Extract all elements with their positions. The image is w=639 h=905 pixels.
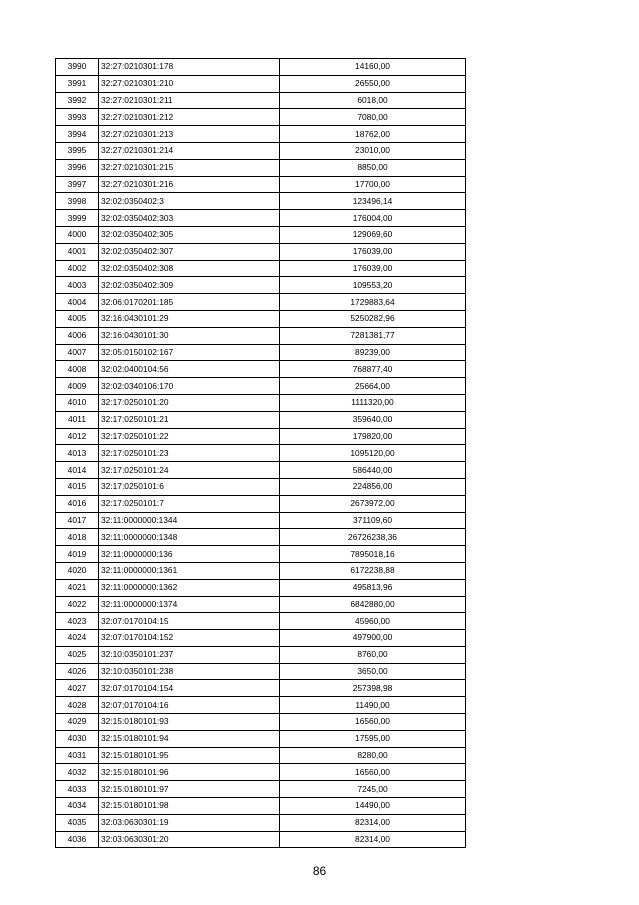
table-row xyxy=(56,92,466,109)
cadastral-value-cell: 8850,00 xyxy=(280,159,466,176)
cadastral-value-cell: 17595,00 xyxy=(280,730,466,747)
table-row xyxy=(56,428,466,445)
table-row xyxy=(56,798,466,815)
cadastral-value-cell: 257398,98 xyxy=(280,680,466,697)
cadastral-value-cell: 129069,60 xyxy=(280,226,466,243)
cadastral-number-cell: 32:11:0000000:1344 xyxy=(99,512,280,529)
table-body xyxy=(56,59,466,848)
table-row xyxy=(56,327,466,344)
table-row xyxy=(56,75,466,92)
cadastral-value-cell: 179820,00 xyxy=(280,428,466,445)
cadastral-number-cell: 32:11:0000000:1374 xyxy=(99,596,280,613)
cadastral-number-cell: 32:05:0150102:167 xyxy=(99,344,280,361)
cadastral-value-cell: 2673972,00 xyxy=(280,495,466,512)
row-number-cell: 4020 xyxy=(56,562,99,579)
cadastral-value-cell: 768877,40 xyxy=(280,361,466,378)
page-number: 86 xyxy=(312,864,327,878)
cadastral-number-cell: 32:11:0000000:1361 xyxy=(99,562,280,579)
row-number-cell: 4012 xyxy=(56,428,99,445)
cadastral-value-cell: 176004,00 xyxy=(280,210,466,227)
cadastral-number-cell: 32:02:0400104:56 xyxy=(99,361,280,378)
table-row xyxy=(56,512,466,529)
table-row xyxy=(56,193,466,210)
cadastral-value-cell: 25664,00 xyxy=(280,378,466,395)
table-row xyxy=(56,394,466,411)
cadastral-number-cell: 32:27:0210301:213 xyxy=(99,126,280,143)
table-row xyxy=(56,663,466,680)
table-row xyxy=(56,478,466,495)
cadastral-value-cell: 82314,00 xyxy=(280,814,466,831)
row-number-cell: 3991 xyxy=(56,75,99,92)
cadastral-value-cell: 7895018,16 xyxy=(280,546,466,563)
table-row xyxy=(56,814,466,831)
row-number-cell: 4018 xyxy=(56,529,99,546)
row-number-cell: 4015 xyxy=(56,478,99,495)
cadastral-number-cell: 32:02:0350402:305 xyxy=(99,226,280,243)
cadastral-number-cell: 32:02:0350402:308 xyxy=(99,260,280,277)
cadastral-value-cell: 6018,00 xyxy=(280,92,466,109)
cadastral-value-cell: 371109,60 xyxy=(280,512,466,529)
table-row xyxy=(56,646,466,663)
table-row xyxy=(56,781,466,798)
cadastral-number-cell: 32:11:0000000:1348 xyxy=(99,529,280,546)
cadastral-number-cell: 32:27:0210301:215 xyxy=(99,159,280,176)
row-number-cell: 3998 xyxy=(56,193,99,210)
table-row xyxy=(56,714,466,731)
cadastral-value-cell: 1095120,00 xyxy=(280,445,466,462)
cadastral-value-cell: 26550,00 xyxy=(280,75,466,92)
cadastral-value-cell: 7245,00 xyxy=(280,781,466,798)
cadastral-number-cell: 32:27:0210301:210 xyxy=(99,75,280,92)
table-row xyxy=(56,159,466,176)
row-number-cell: 4003 xyxy=(56,277,99,294)
cadastral-number-cell: 32:17:0250101:6 xyxy=(99,478,280,495)
cadastral-value-cell: 8760,00 xyxy=(280,646,466,663)
cadastral-number-cell: 32:07:0170104:152 xyxy=(99,630,280,647)
cadastral-number-cell: 32:27:0210301:212 xyxy=(99,109,280,126)
row-number-cell: 4004 xyxy=(56,294,99,311)
row-number-cell: 3992 xyxy=(56,92,99,109)
row-number-cell: 4030 xyxy=(56,730,99,747)
row-number-cell: 4007 xyxy=(56,344,99,361)
cadastral-value-cell: 45960,00 xyxy=(280,613,466,630)
cadastral-number-cell: 32:17:0250101:23 xyxy=(99,445,280,462)
table-row xyxy=(56,226,466,243)
cadastral-number-cell: 32:06:0170201:185 xyxy=(99,294,280,311)
table-row xyxy=(56,680,466,697)
cadastral-value-cell: 11490,00 xyxy=(280,697,466,714)
row-number-cell: 4002 xyxy=(56,260,99,277)
row-number-cell: 4023 xyxy=(56,613,99,630)
table-row xyxy=(56,176,466,193)
row-number-cell: 4027 xyxy=(56,680,99,697)
table-row xyxy=(56,445,466,462)
cadastral-value-cell: 7281381,77 xyxy=(280,327,466,344)
cadastral-number-cell: 32:02:0340106:170 xyxy=(99,378,280,395)
table-row xyxy=(56,142,466,159)
cadastral-number-cell: 32:17:0250101:24 xyxy=(99,462,280,479)
row-number-cell: 4031 xyxy=(56,747,99,764)
cadastral-value-cell: 23010,00 xyxy=(280,142,466,159)
row-number-cell: 4025 xyxy=(56,646,99,663)
cadastral-number-cell: 32:27:0210301:216 xyxy=(99,176,280,193)
table-row xyxy=(56,411,466,428)
cadastral-number-cell: 32:02:0350402:307 xyxy=(99,243,280,260)
cadastral-value-cell: 495813,96 xyxy=(280,579,466,596)
cadastral-value-cell: 3650,00 xyxy=(280,663,466,680)
cadastral-number-cell: 32:10:0350101:238 xyxy=(99,663,280,680)
row-number-cell: 3993 xyxy=(56,109,99,126)
cadastral-value-cell: 17700,00 xyxy=(280,176,466,193)
table-row xyxy=(56,344,466,361)
cadastral-value-cell: 89239,00 xyxy=(280,344,466,361)
cadastral-number-cell: 32:27:0210301:211 xyxy=(99,92,280,109)
table-row xyxy=(56,126,466,143)
row-number-cell: 4034 xyxy=(56,798,99,815)
cadastral-value-cell: 1111320,00 xyxy=(280,394,466,411)
row-number-cell: 4006 xyxy=(56,327,99,344)
table-row xyxy=(56,59,466,76)
cadastral-number-cell: 32:15:0180101:93 xyxy=(99,714,280,731)
row-number-cell: 4029 xyxy=(56,714,99,731)
row-number-cell: 3995 xyxy=(56,142,99,159)
cadastral-number-cell: 32:15:0180101:96 xyxy=(99,764,280,781)
row-number-cell: 4024 xyxy=(56,630,99,647)
row-number-cell: 4014 xyxy=(56,462,99,479)
table-row xyxy=(56,310,466,327)
cadastral-number-cell: 32:17:0250101:20 xyxy=(99,394,280,411)
cadastral-number-cell: 32:10:0350101:237 xyxy=(99,646,280,663)
cadastral-number-cell: 32:02:0350402:309 xyxy=(99,277,280,294)
cadastral-value-cell: 123496,14 xyxy=(280,193,466,210)
cadastral-number-cell: 32:11:0000000:1362 xyxy=(99,579,280,596)
table-row xyxy=(56,630,466,647)
table-row xyxy=(56,697,466,714)
cadastral-number-cell: 32:07:0170104:15 xyxy=(99,613,280,630)
table-row xyxy=(56,260,466,277)
table-row xyxy=(56,294,466,311)
table-row xyxy=(56,529,466,546)
row-number-cell: 4010 xyxy=(56,394,99,411)
row-number-cell: 4017 xyxy=(56,512,99,529)
cadastral-value-cell: 16560,00 xyxy=(280,764,466,781)
cadastral-value-cell: 14490,00 xyxy=(280,798,466,815)
cadastral-number-cell: 32:03:0630301:20 xyxy=(99,831,280,848)
row-number-cell: 4021 xyxy=(56,579,99,596)
row-number-cell: 4009 xyxy=(56,378,99,395)
row-number-cell: 4013 xyxy=(56,445,99,462)
cadastral-number-cell: 32:03:0630301:19 xyxy=(99,814,280,831)
row-number-cell: 3997 xyxy=(56,176,99,193)
row-number-cell: 4026 xyxy=(56,663,99,680)
table-row xyxy=(56,495,466,512)
table-row xyxy=(56,109,466,126)
cadastral-value-cell: 26726238,36 xyxy=(280,529,466,546)
row-number-cell: 4019 xyxy=(56,546,99,563)
cadastral-number-cell: 32:07:0170104:154 xyxy=(99,680,280,697)
row-number-cell: 3999 xyxy=(56,210,99,227)
row-number-cell: 4005 xyxy=(56,310,99,327)
row-number-cell: 4011 xyxy=(56,411,99,428)
cadastral-number-cell: 32:07:0170104:16 xyxy=(99,697,280,714)
cadastral-number-cell: 32:15:0180101:98 xyxy=(99,798,280,815)
cadastral-number-cell: 32:17:0250101:22 xyxy=(99,428,280,445)
cadastral-number-cell: 32:17:0250101:7 xyxy=(99,495,280,512)
cadastral-value-cell: 1729883,64 xyxy=(280,294,466,311)
cadastral-number-cell: 32:17:0250101:21 xyxy=(99,411,280,428)
table-row xyxy=(56,596,466,613)
table-row xyxy=(56,831,466,848)
row-number-cell: 4028 xyxy=(56,697,99,714)
table-row xyxy=(56,546,466,563)
cadastral-value-cell: 8280,00 xyxy=(280,747,466,764)
cadastral-value-cell: 176039,00 xyxy=(280,260,466,277)
row-number-cell: 4022 xyxy=(56,596,99,613)
cadastral-value-cell: 6172238,88 xyxy=(280,562,466,579)
cadastral-value-cell: 497900,00 xyxy=(280,630,466,647)
table-row xyxy=(56,361,466,378)
table-row xyxy=(56,562,466,579)
row-number-cell: 4000 xyxy=(56,226,99,243)
cadastral-number-cell: 32:27:0210301:214 xyxy=(99,142,280,159)
cadastral-number-cell: 32:15:0180101:95 xyxy=(99,747,280,764)
table-row xyxy=(56,277,466,294)
row-number-cell: 3990 xyxy=(56,59,99,76)
row-number-cell: 4008 xyxy=(56,361,99,378)
row-number-cell: 4016 xyxy=(56,495,99,512)
cadastral-number-cell: 32:15:0180101:97 xyxy=(99,781,280,798)
cadastral-number-cell: 32:15:0180101:94 xyxy=(99,730,280,747)
row-number-cell: 3996 xyxy=(56,159,99,176)
cadastral-number-cell: 32:11:0000000:136 xyxy=(99,546,280,563)
cadastral-value-cell: 7080,00 xyxy=(280,109,466,126)
cadastral-value-table xyxy=(55,58,466,848)
cadastral-value-cell: 224856,00 xyxy=(280,478,466,495)
table-row xyxy=(56,579,466,596)
cadastral-number-cell: 32:16:0430101:29 xyxy=(99,310,280,327)
cadastral-value-cell: 359640,00 xyxy=(280,411,466,428)
row-number-cell: 3994 xyxy=(56,126,99,143)
cadastral-value-cell: 14160,00 xyxy=(280,59,466,76)
cadastral-number-cell: 32:02:0350402:303 xyxy=(99,210,280,227)
cadastral-value-cell: 6842880,00 xyxy=(280,596,466,613)
table-row xyxy=(56,764,466,781)
cadastral-value-cell: 176039,00 xyxy=(280,243,466,260)
table-row xyxy=(56,210,466,227)
cadastral-number-cell: 32:16:0430101:30 xyxy=(99,327,280,344)
row-number-cell: 4032 xyxy=(56,764,99,781)
cadastral-value-cell: 586440,00 xyxy=(280,462,466,479)
cadastral-value-cell: 82314,00 xyxy=(280,831,466,848)
cadastral-value-cell: 5250282,96 xyxy=(280,310,466,327)
table-row xyxy=(56,243,466,260)
cadastral-value-cell: 16560,00 xyxy=(280,714,466,731)
cadastral-number-cell: 32:27:0210301:178 xyxy=(99,59,280,76)
table-row xyxy=(56,613,466,630)
table-row xyxy=(56,730,466,747)
cadastral-value-cell: 18762,00 xyxy=(280,126,466,143)
row-number-cell: 4001 xyxy=(56,243,99,260)
table-row xyxy=(56,462,466,479)
row-number-cell: 4033 xyxy=(56,781,99,798)
cadastral-value-cell: 109553,20 xyxy=(280,277,466,294)
table-row xyxy=(56,747,466,764)
row-number-cell: 4035 xyxy=(56,814,99,831)
table-row xyxy=(56,378,466,395)
row-number-cell: 4036 xyxy=(56,831,99,848)
cadastral-number-cell: 32:02:0350402:3 xyxy=(99,193,280,210)
